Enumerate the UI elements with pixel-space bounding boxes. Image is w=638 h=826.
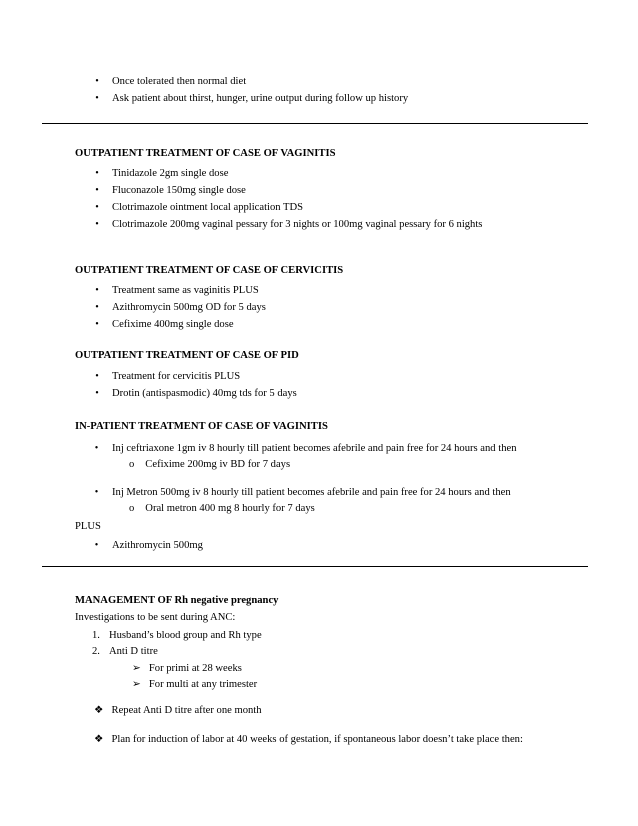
inpatient-subitem-oral-metron: o Oral metron 400 mg 8 hourly for 7 days (129, 503, 315, 514)
rh-step-2: 2. Anti D titre (92, 646, 158, 657)
bullet-icon: • (95, 302, 99, 313)
bullet-icon: • (94, 443, 99, 454)
bullet-icon: • (95, 285, 99, 296)
inpatient-heading: IN-PATIENT TREATMENT OF CASE OF VAGINITIS (75, 421, 328, 432)
cervicitis-heading: OUTPATIENT TREATMENT OF CASE OF CERVICITIS (75, 265, 344, 276)
bullet-icon: • (95, 93, 99, 104)
rh-substep-primi: ➢ For primi at 28 weeks (132, 663, 242, 674)
diamond-bullet-icon: ❖ (94, 734, 104, 745)
bullet-icon: • (95, 168, 99, 179)
rh-substep-multi: ➢ For multi at any trimester (132, 679, 258, 690)
circle-bullet-icon: o (129, 459, 135, 470)
arrow-bullet-icon: ➢ (132, 663, 141, 674)
bullet-icon: • (94, 540, 99, 551)
arrow-bullet-icon: ➢ (132, 679, 141, 690)
bullet-icon: • (95, 388, 99, 399)
inpatient-item-ceftriaxone: • Inj ceftriaxone 1gm iv 8 hourly till patient becomes afebrile and pain free for 24 hours and then (92, 443, 517, 454)
rh-repeat-titre: ❖ Repeat Anti D titre after one month (94, 705, 262, 716)
bullet-icon: • (95, 202, 99, 213)
plus-label: PLUS (75, 521, 101, 532)
bullet-icon: • (95, 185, 99, 196)
bullet-icon: • (95, 219, 99, 230)
bullet-icon: • (95, 76, 99, 87)
divider (42, 123, 588, 124)
pid-heading: OUTPATIENT TREATMENT OF CASE OF PID (75, 350, 299, 361)
bullet-icon: • (95, 319, 99, 330)
divider (42, 566, 588, 567)
rh-step-1: 1. Husband’s blood group and Rh type (92, 630, 262, 641)
inpatient-item-metron: • Inj Metron 500mg iv 8 hourly till patient becomes afebrile and pain free for 24 hours and then (92, 487, 511, 498)
vaginitis-heading: OUTPATIENT TREATMENT OF CASE OF VAGINITIS (75, 148, 336, 159)
rh-heading: MANAGEMENT OF Rh negative pregnancy (75, 595, 279, 606)
rh-intro: Investigations to be sent during ANC: (75, 612, 236, 623)
inpatient-subitem-cefixime: o Cefixime 200mg iv BD for 7 days (129, 459, 291, 470)
circle-bullet-icon: o (129, 503, 135, 514)
diamond-bullet-icon: ❖ (94, 705, 104, 716)
bullet-icon: • (95, 371, 99, 382)
bullet-icon: • (94, 487, 99, 498)
rh-induction-plan: ❖ Plan for induction of labor at 40 weeks of gestation, if spontaneous labor doesn’t take place then: (94, 734, 523, 745)
inpatient-item-azithromycin: • Azithromycin 500mg (92, 540, 203, 551)
